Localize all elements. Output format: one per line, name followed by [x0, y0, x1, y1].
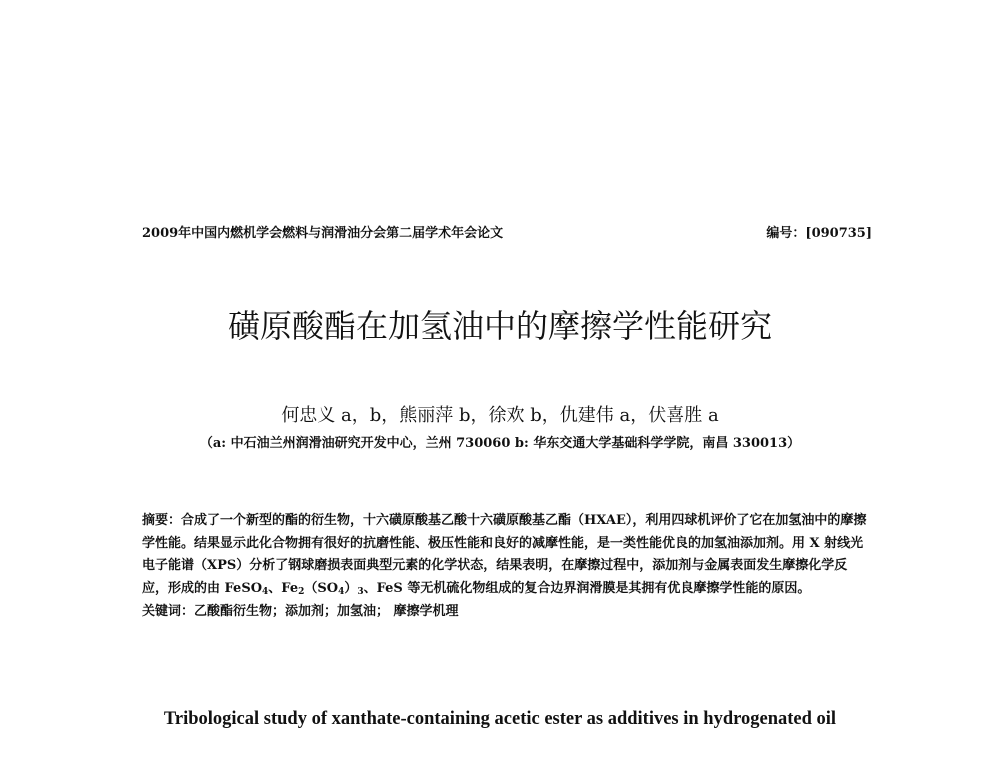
- affiliation-line: （a: 中石油兰州润滑油研究开发中心，兰州 730060 b: 华东交通大学基础科学学院，南昌 330013）: [199, 436, 801, 451]
- abstract-text-3: （SO: [304, 581, 339, 597]
- abstract-text-5: 、FeS 等无机硫化物组成的复合边界润滑膜是其拥有优良摩擦学性能的原因。: [363, 581, 811, 597]
- english-title: Tribological study of xanthate-containing acetic ester as additives in hydrogenated oil: [163, 709, 837, 729]
- subscript-4: 3: [357, 587, 364, 598]
- conference-line: 2009年中国内燃机学会燃料与润滑油分会第二届学术年会论文: [142, 226, 504, 241]
- abstract-text-1: 合成了一个新型的酯的衍生物，十六磺原酸基乙酸十六磺原酸基乙酯（HXAE），利用四球机评价了它在加氢油中的摩擦学性能。结果显示此化合物拥有很好的抗磨性能、极压性能和良好的减摩性能，是一类性能优良的加氢油添加剂。用 X 射线光电子能谱（XPS）分析了钢球磨损表面典型元素的化学状态，结果表明，在摩擦过程中，添加剂与金属表面发生摩擦化学反应，形成的由 FeSO: [142, 513, 867, 597]
- keywords-paragraph: [142, 601, 872, 624]
- abstract-block: [142, 510, 872, 624]
- abstract-paragraph: [142, 510, 872, 601]
- keywords-text: 乙酸酯衍生物；添加剂；加氢油； 摩擦学机理: [194, 603, 459, 619]
- subscript-3: 4: [338, 587, 345, 598]
- paper-title: 磺原酸酯在加氢油中的摩擦学性能研究: [227, 307, 772, 345]
- keywords-label: 关键词：: [142, 603, 195, 619]
- abstract-text-2: 、Fe: [268, 581, 299, 597]
- paper-code: 编号：[090735]: [766, 226, 872, 241]
- page-header: [142, 222, 872, 246]
- abstract-label: 摘要：: [142, 513, 182, 528]
- subscript-1: 4: [262, 587, 269, 598]
- abstract-text-4: ）: [344, 581, 358, 597]
- subscript-2: 2: [298, 587, 305, 598]
- authors-line: 何忠义 a，b，熊丽萍 b，徐欢 b，仇建伟 a，伏喜胜 a: [281, 405, 719, 426]
